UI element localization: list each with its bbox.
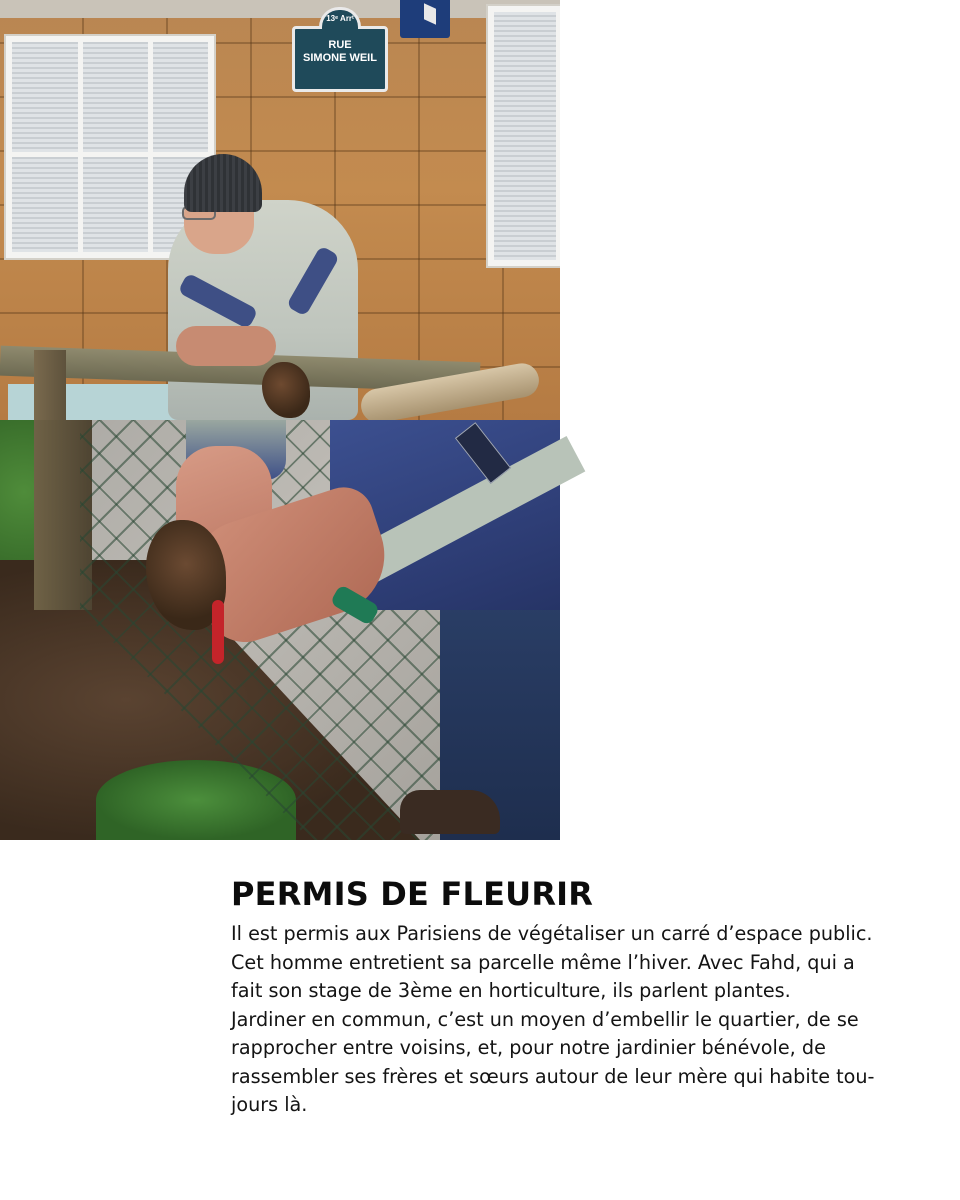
jacket-stripe — [178, 273, 259, 330]
jacket-stripe — [286, 245, 340, 317]
caption — [231, 874, 931, 1120]
window-mullion — [148, 42, 153, 252]
street-sign-icon — [292, 14, 388, 92]
blue-plaque-icon — [400, 0, 450, 38]
secateur-icon — [212, 600, 224, 664]
gardener-shoe — [400, 790, 500, 834]
street-sign-line1: RUE — [328, 39, 352, 51]
window-left — [6, 36, 214, 258]
window-right — [488, 6, 560, 266]
window-mullion — [78, 42, 83, 252]
wall-lintel — [0, 0, 560, 18]
fence-post — [34, 350, 66, 420]
window-blind — [494, 12, 556, 260]
caption-body: Il est permis aux Parisiens de végétaliser un carré d’espace public. Cet homme entretient sa parcelle même l’hiver. Avec Fahd, qui a fait son stage de 3ème en horticulture, ils parlent plantes. Jardiner en commun, c’est un moyen d’embellir le quartier, de se rapprocher entre voisins, et, pour notre jardinier bénévole, de rassembler ses frères et sœurs autour de leur mère qui habite tou- jours là. — [231, 922, 875, 1116]
street-sign-arrondissement: 13ᵉ Arrᵗ — [319, 7, 361, 29]
photo-gardener-at-fence — [0, 0, 560, 420]
street-sign-line2: SIMONE WEIL — [303, 52, 377, 64]
caption-title: PERMIS DE FLEURIR — [231, 875, 594, 913]
window-blind — [12, 42, 208, 252]
gardener-hands — [176, 326, 276, 366]
window-transom — [12, 152, 208, 157]
